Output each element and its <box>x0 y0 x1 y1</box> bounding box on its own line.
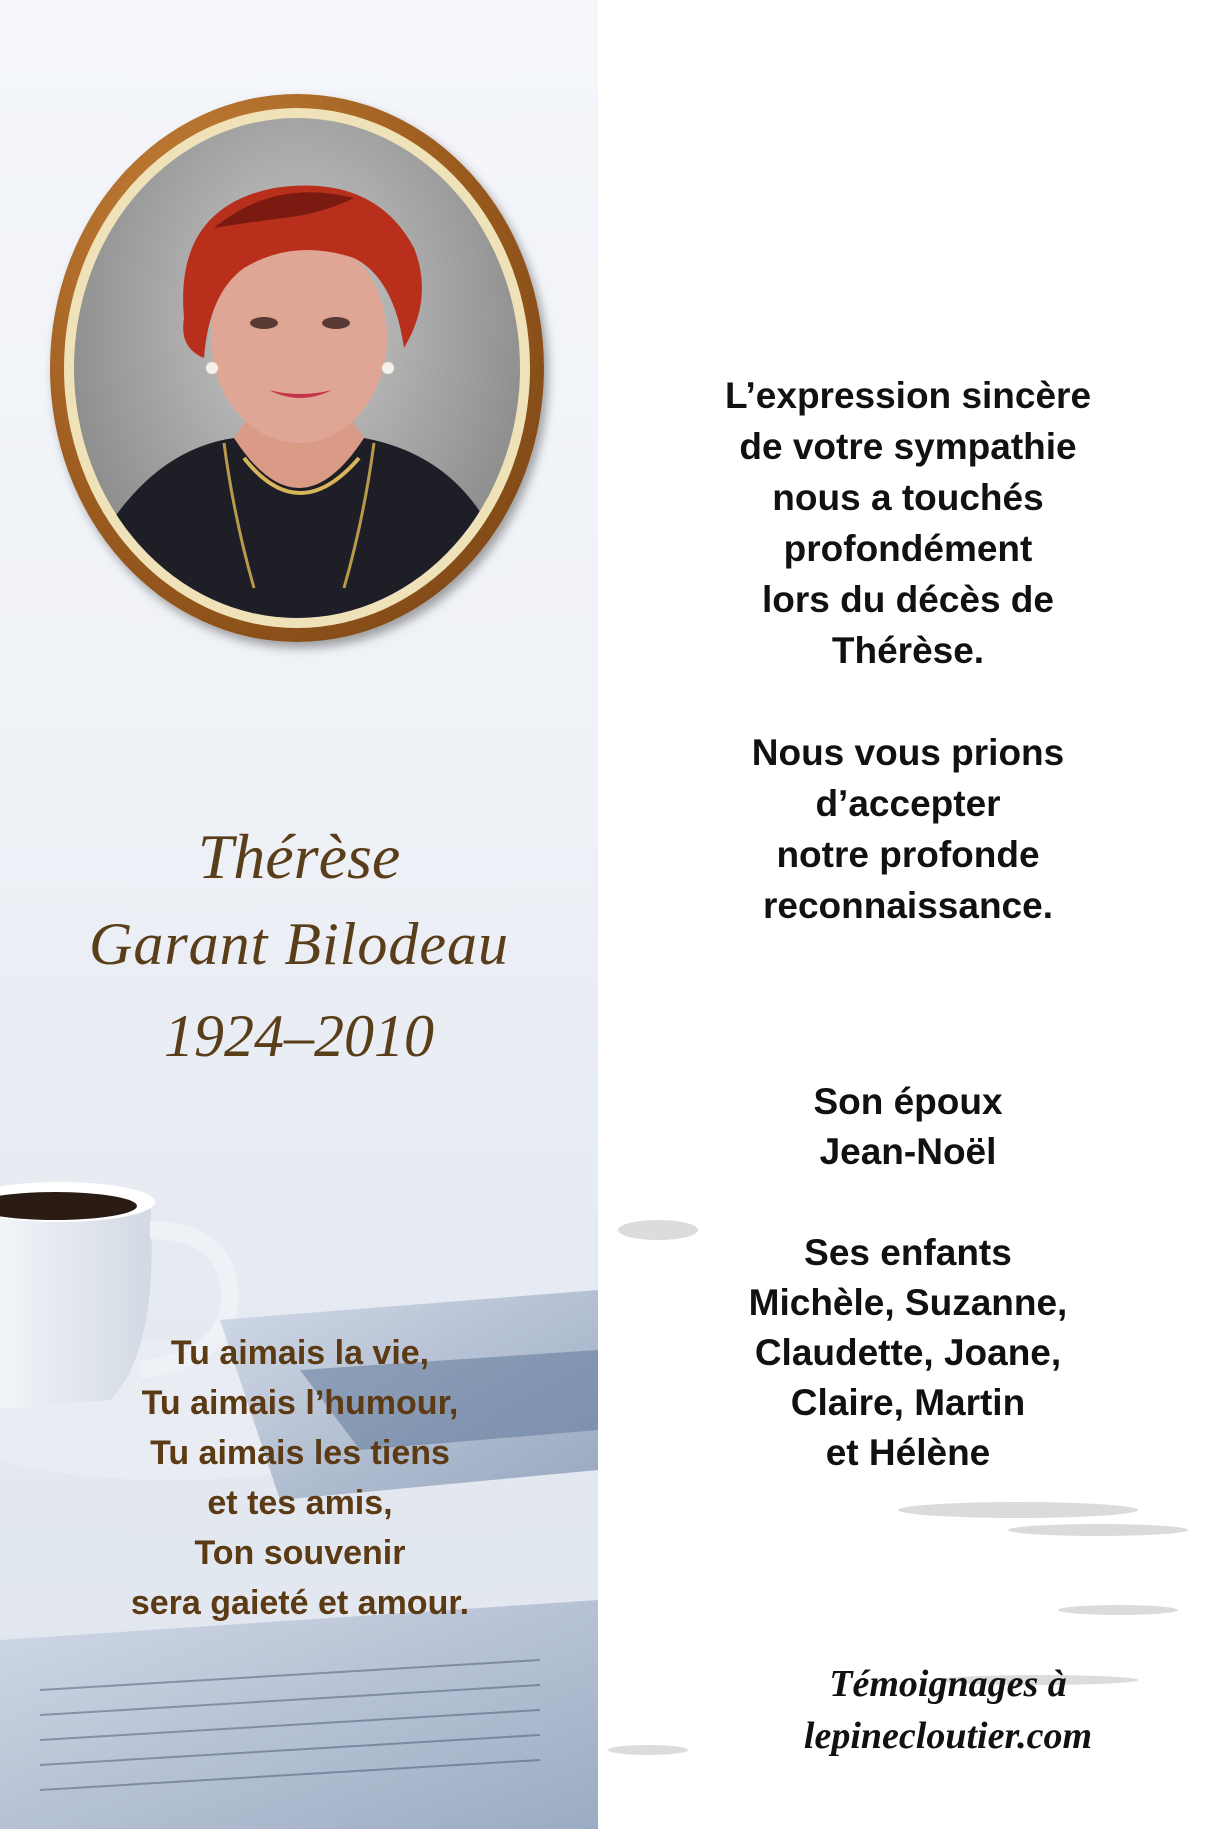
children-names: Michèle, Suzanne, <box>748 1282 1068 1323</box>
portrait-oval-frame <box>50 94 544 642</box>
children-heading: Ses enfants <box>804 1232 1012 1273</box>
memorial-card-back <box>598 0 1218 1829</box>
thanks-line: nous a touchés <box>772 477 1044 518</box>
thanks-line: Thérèse. <box>831 630 985 671</box>
poem-line: Ton souvenir <box>194 1534 406 1572</box>
thanks-line: profondément <box>783 528 1033 569</box>
tributes-notice <box>738 1658 1158 1762</box>
thanks-line: notre profonde <box>776 834 1040 875</box>
thanks-line: reconnaissance. <box>763 885 1053 926</box>
poem-line: Tu aimais la vie, <box>170 1334 430 1372</box>
children-names: Claire, Martin <box>790 1382 1026 1423</box>
thanks-line: d’accepter <box>815 783 1001 824</box>
children-names: Claudette, Joane, <box>754 1332 1062 1373</box>
deceased-first-name: Thérèse <box>197 821 401 892</box>
poem-line: Tu aimais l’humour, <box>141 1384 459 1422</box>
deceased-family-name: Garant Bilodeau <box>89 911 509 977</box>
memorial-poem <box>40 1328 560 1628</box>
spouse-heading: Son époux <box>813 1081 1003 1122</box>
thanks-line: L’expression sincère <box>724 375 1092 416</box>
portrait-photo <box>74 118 520 618</box>
life-years: 1924–2010 <box>164 1003 434 1069</box>
portrait-illustration <box>74 118 520 618</box>
tributes-label: Témoignages à <box>829 1663 1067 1705</box>
children-names: et Hélène <box>825 1432 991 1473</box>
thanks-message <box>598 370 1218 931</box>
memorial-card-front <box>0 0 598 1829</box>
tributes-website-link[interactable]: lepinecloutier.com <box>803 1715 1093 1757</box>
poem-line: Tu aimais les tiens <box>150 1434 450 1472</box>
spouse-name: Jean-Noël <box>819 1131 997 1172</box>
thanks-line: Nous vous prions <box>751 732 1065 773</box>
poem-line: et tes amis, <box>207 1484 393 1522</box>
thanks-line: lors du décès de <box>762 579 1054 620</box>
poem-line: sera gaieté et amour. <box>130 1584 470 1622</box>
thanks-line: de votre sympathie <box>739 426 1077 467</box>
